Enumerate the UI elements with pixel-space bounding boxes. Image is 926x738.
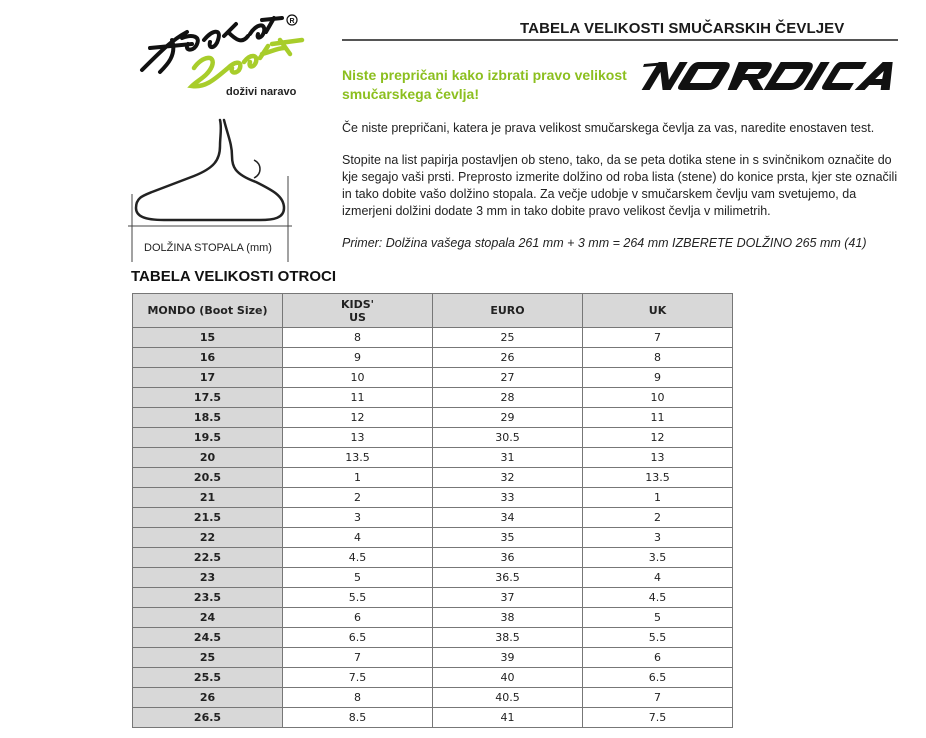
cell-euro: 26 <box>433 348 583 368</box>
cell-euro: 38 <box>433 608 583 628</box>
cell-mondo: 19.5 <box>133 428 283 448</box>
cell-kids-us: 7.5 <box>283 668 433 688</box>
table-row <box>133 708 733 728</box>
cell-uk: 13.5 <box>583 468 733 488</box>
title-divider <box>342 39 898 41</box>
cell-uk: 7 <box>583 688 733 708</box>
cell-kids-us: 13 <box>283 428 433 448</box>
cell-uk: 9 <box>583 368 733 388</box>
cell-uk: 5.5 <box>583 628 733 648</box>
header-mondo: MONDO (Boot Size) <box>133 294 283 328</box>
cell-kids-us: 11 <box>283 388 433 408</box>
table-row <box>133 548 733 568</box>
table-row <box>133 568 733 588</box>
cell-euro: 31 <box>433 448 583 468</box>
table-row <box>133 428 733 448</box>
cell-mondo: 24.5 <box>133 628 283 648</box>
cell-kids-us: 7 <box>283 648 433 668</box>
cell-euro: 33 <box>433 488 583 508</box>
cell-mondo: 21.5 <box>133 508 283 528</box>
table-row <box>133 488 733 508</box>
cell-euro: 27 <box>433 368 583 388</box>
table-row <box>133 468 733 488</box>
cell-kids-us: 6.5 <box>283 628 433 648</box>
cell-mondo: 16 <box>133 348 283 368</box>
cell-kids-us: 8 <box>283 328 433 348</box>
cell-kids-us: 6 <box>283 608 433 628</box>
table-row <box>133 588 733 608</box>
cell-euro: 38.5 <box>433 628 583 648</box>
cell-kids-us: 4 <box>283 528 433 548</box>
cell-kids-us: 3 <box>283 508 433 528</box>
cell-euro: 39 <box>433 648 583 668</box>
cell-uk: 11 <box>583 408 733 428</box>
cell-kids-us: 5 <box>283 568 433 588</box>
header-uk: UK <box>583 294 733 328</box>
table-row <box>133 328 733 348</box>
cell-mondo: 17.5 <box>133 388 283 408</box>
table-row <box>133 528 733 548</box>
page-title: TABELA VELIKOSTI SMUČARSKIH ČEVLJEV <box>520 20 845 37</box>
svg-text:R: R <box>289 18 295 25</box>
foot-measurement-diagram <box>124 116 294 262</box>
header-kids-us: KIDS' US <box>283 294 433 328</box>
cell-euro: 25 <box>433 328 583 348</box>
cell-euro: 30.5 <box>433 428 583 448</box>
cell-uk: 6 <box>583 648 733 668</box>
cell-kids-us: 12 <box>283 408 433 428</box>
foot-length-label: DOLŽINA STOPALA (mm) <box>144 242 272 254</box>
cell-kids-us: 1 <box>283 468 433 488</box>
cell-mondo: 24 <box>133 608 283 628</box>
cell-kids-us: 10 <box>283 368 433 388</box>
cell-mondo: 23.5 <box>133 588 283 608</box>
table-row <box>133 448 733 468</box>
table-row <box>133 688 733 708</box>
cell-mondo: 26.5 <box>133 708 283 728</box>
cell-kids-us: 8.5 <box>283 708 433 728</box>
cell-euro: 40.5 <box>433 688 583 708</box>
cell-uk: 7.5 <box>583 708 733 728</box>
table-header-row <box>133 294 733 328</box>
table-row <box>133 608 733 628</box>
cell-euro: 34 <box>433 508 583 528</box>
header-euro: EURO <box>433 294 583 328</box>
cell-uk: 8 <box>583 348 733 368</box>
intro-paragraph-1: Če niste prepričani, katera je prava velikost smučarskega čevlja za vas, naredite enostaven test. <box>342 121 875 135</box>
table-body <box>133 328 733 728</box>
table-row <box>133 628 733 648</box>
cell-mondo: 20.5 <box>133 468 283 488</box>
cell-kids-us: 4.5 <box>283 548 433 568</box>
table-row <box>133 408 733 428</box>
cell-uk: 5 <box>583 608 733 628</box>
cell-uk: 1 <box>583 488 733 508</box>
table-row <box>133 368 733 388</box>
cell-euro: 29 <box>433 408 583 428</box>
cell-kids-us: 2 <box>283 488 433 508</box>
cell-uk: 6.5 <box>583 668 733 688</box>
cell-euro: 41 <box>433 708 583 728</box>
cell-uk: 2 <box>583 508 733 528</box>
cell-mondo: 25.5 <box>133 668 283 688</box>
cell-uk: 3.5 <box>583 548 733 568</box>
cell-uk: 3 <box>583 528 733 548</box>
cell-euro: 35 <box>433 528 583 548</box>
cell-mondo: 25 <box>133 648 283 668</box>
intro-headline: Niste prepričani kako izbrati pravo velikost smučarskega čevlja! <box>342 67 627 102</box>
cell-mondo: 26 <box>133 688 283 708</box>
cell-mondo: 21 <box>133 488 283 508</box>
cell-uk: 4 <box>583 568 733 588</box>
cell-kids-us: 13.5 <box>283 448 433 468</box>
cell-uk: 10 <box>583 388 733 408</box>
table-row <box>133 388 733 408</box>
table-row <box>133 348 733 368</box>
cell-mondo: 17 <box>133 368 283 388</box>
cell-euro: 32 <box>433 468 583 488</box>
nordica-logo <box>636 58 904 96</box>
cell-euro: 40 <box>433 668 583 688</box>
table-row <box>133 508 733 528</box>
cell-euro: 36 <box>433 548 583 568</box>
cell-mondo: 22.5 <box>133 548 283 568</box>
table-row <box>133 648 733 668</box>
cell-uk: 4.5 <box>583 588 733 608</box>
size-table <box>132 293 733 728</box>
cell-mondo: 23 <box>133 568 283 588</box>
cell-euro: 36.5 <box>433 568 583 588</box>
example-line: Primer: Dolžina vašega stopala 261 mm + 3 mm = 264 mm IZBERETE DOLŽINO 265 mm (41) <box>342 236 867 250</box>
cell-mondo: 15 <box>133 328 283 348</box>
table-row <box>133 668 733 688</box>
cell-euro: 37 <box>433 588 583 608</box>
cell-kids-us: 5.5 <box>283 588 433 608</box>
intro-paragraph-2: Stopite na list papirja postavljen ob steno, tako, da se peta dotika stene in s svinčnikom označite do kje segajo vaši prsti. Preprosto izmerite dolžino od roba lista (stene) do konice prsta, kjer ste označili in tako dobite vašo dolžino stopala. Za večje udobje v smučarskem čevlju vam svetujemo, da izmerjeni dolžini dodate 3 mm in tako dobite pravo velikost čevlja v milimetrih. <box>342 153 898 218</box>
cell-kids-us: 9 <box>283 348 433 368</box>
cell-mondo: 20 <box>133 448 283 468</box>
cell-uk: 13 <box>583 448 733 468</box>
logo-tagline: doživi naravo <box>226 86 297 98</box>
cell-mondo: 22 <box>133 528 283 548</box>
table-title: TABELA VELIKOSTI OTROCI <box>131 268 336 285</box>
cell-mondo: 18.5 <box>133 408 283 428</box>
cell-kids-us: 8 <box>283 688 433 708</box>
cell-euro: 28 <box>433 388 583 408</box>
cell-uk: 12 <box>583 428 733 448</box>
cell-uk: 7 <box>583 328 733 348</box>
